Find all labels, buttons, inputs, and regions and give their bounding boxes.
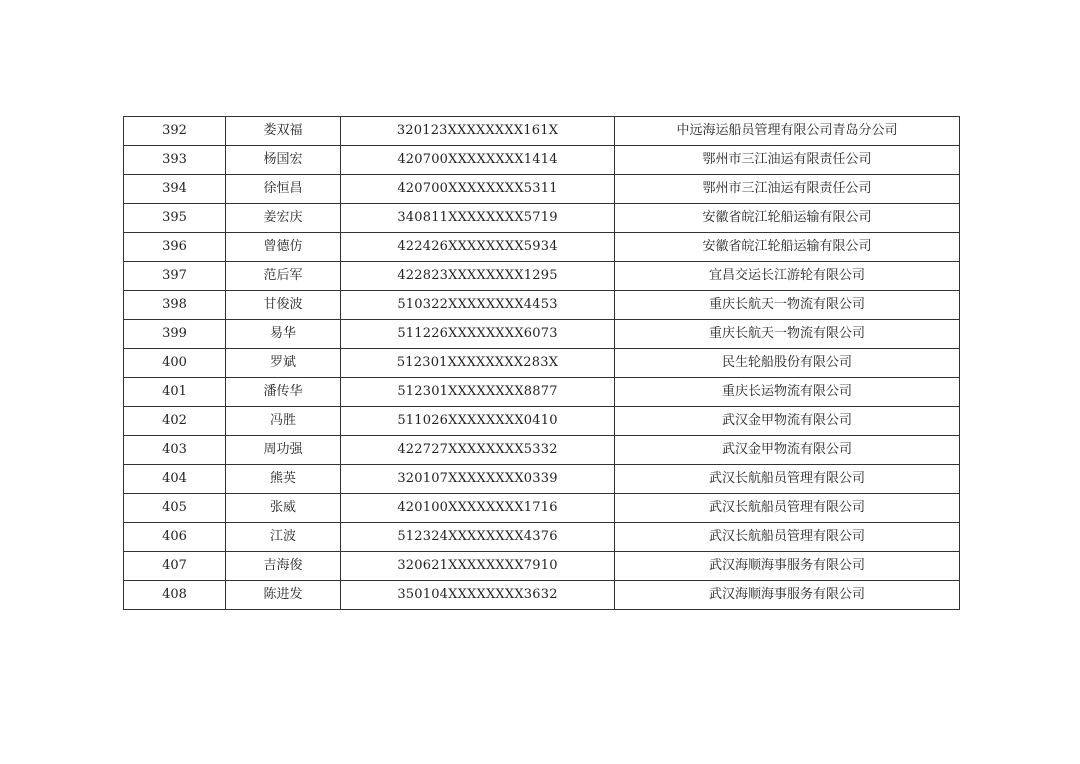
cell-company: 中远海运船员管理有限公司青岛分公司 <box>615 117 960 146</box>
cell-id-number: 422426XXXXXXXX5934 <box>341 233 615 262</box>
cell-id-number: 350104XXXXXXXX3632 <box>341 581 615 610</box>
cell-serial-number: 398 <box>124 291 226 320</box>
cell-name: 潘传华 <box>226 378 341 407</box>
cell-id-number: 420700XXXXXXXX5311 <box>341 175 615 204</box>
cell-id-number: 511226XXXXXXXX6073 <box>341 320 615 349</box>
cell-id-number: 512301XXXXXXXX283X <box>341 349 615 378</box>
cell-serial-number: 399 <box>124 320 226 349</box>
cell-name: 易华 <box>226 320 341 349</box>
table-row <box>124 523 960 552</box>
table-row <box>124 291 960 320</box>
cell-serial-number: 401 <box>124 378 226 407</box>
cell-name: 杨国宏 <box>226 146 341 175</box>
cell-id-number: 512301XXXXXXXX8877 <box>341 378 615 407</box>
cell-id-number: 510322XXXXXXXX4453 <box>341 291 615 320</box>
table-row <box>124 581 960 610</box>
cell-id-number: 420700XXXXXXXX1414 <box>341 146 615 175</box>
table-row <box>124 552 960 581</box>
table-row <box>124 117 960 146</box>
cell-name: 江波 <box>226 523 341 552</box>
cell-name: 姜宏庆 <box>226 204 341 233</box>
cell-serial-number: 400 <box>124 349 226 378</box>
cell-name: 曾德仿 <box>226 233 341 262</box>
cell-serial-number: 408 <box>124 581 226 610</box>
cell-name: 吉海俊 <box>226 552 341 581</box>
cell-name: 冯胜 <box>226 407 341 436</box>
cell-company: 武汉长航船员管理有限公司 <box>615 494 960 523</box>
cell-company: 武汉长航船员管理有限公司 <box>615 465 960 494</box>
table-row <box>124 349 960 378</box>
cell-name: 徐恒昌 <box>226 175 341 204</box>
cell-name: 周功强 <box>226 436 341 465</box>
table-row <box>124 465 960 494</box>
cell-id-number: 420100XXXXXXXX1716 <box>341 494 615 523</box>
table-row <box>124 262 960 291</box>
table-row <box>124 407 960 436</box>
table-row <box>124 378 960 407</box>
cell-serial-number: 406 <box>124 523 226 552</box>
cell-id-number: 340811XXXXXXXX5719 <box>341 204 615 233</box>
cell-company: 武汉海顺海事服务有限公司 <box>615 552 960 581</box>
cell-company: 重庆长航天一物流有限公司 <box>615 291 960 320</box>
table-row <box>124 204 960 233</box>
cell-company: 安徽省皖江轮船运输有限公司 <box>615 204 960 233</box>
table-row <box>124 320 960 349</box>
table-row <box>124 494 960 523</box>
table-row <box>124 146 960 175</box>
table-row <box>124 175 960 204</box>
cell-name: 罗斌 <box>226 349 341 378</box>
cell-serial-number: 395 <box>124 204 226 233</box>
cell-company: 武汉海顺海事服务有限公司 <box>615 581 960 610</box>
cell-company: 武汉长航船员管理有限公司 <box>615 523 960 552</box>
table-row <box>124 233 960 262</box>
roster-table <box>123 116 960 610</box>
cell-id-number: 511026XXXXXXXX0410 <box>341 407 615 436</box>
cell-serial-number: 405 <box>124 494 226 523</box>
cell-company: 鄂州市三江油运有限责任公司 <box>615 175 960 204</box>
cell-serial-number: 397 <box>124 262 226 291</box>
cell-name: 范后军 <box>226 262 341 291</box>
cell-company: 宜昌交运长江游轮有限公司 <box>615 262 960 291</box>
cell-company: 鄂州市三江油运有限责任公司 <box>615 146 960 175</box>
cell-serial-number: 392 <box>124 117 226 146</box>
cell-company: 安徽省皖江轮船运输有限公司 <box>615 233 960 262</box>
roster-table-body <box>124 117 960 610</box>
cell-name: 陈进发 <box>226 581 341 610</box>
cell-id-number: 320107XXXXXXXX0339 <box>341 465 615 494</box>
cell-company: 民生轮船股份有限公司 <box>615 349 960 378</box>
cell-id-number: 320621XXXXXXXX7910 <box>341 552 615 581</box>
cell-id-number: 422823XXXXXXXX1295 <box>341 262 615 291</box>
table-row <box>124 436 960 465</box>
cell-serial-number: 393 <box>124 146 226 175</box>
cell-name: 甘俊波 <box>226 291 341 320</box>
cell-name: 熊英 <box>226 465 341 494</box>
cell-company: 武汉金甲物流有限公司 <box>615 436 960 465</box>
cell-serial-number: 394 <box>124 175 226 204</box>
cell-serial-number: 407 <box>124 552 226 581</box>
cell-serial-number: 403 <box>124 436 226 465</box>
cell-company: 重庆长航天一物流有限公司 <box>615 320 960 349</box>
cell-serial-number: 396 <box>124 233 226 262</box>
cell-serial-number: 402 <box>124 407 226 436</box>
cell-id-number: 320123XXXXXXXX161X <box>341 117 615 146</box>
cell-name: 娄双福 <box>226 117 341 146</box>
cell-serial-number: 404 <box>124 465 226 494</box>
cell-company: 重庆长运物流有限公司 <box>615 378 960 407</box>
cell-id-number: 512324XXXXXXXX4376 <box>341 523 615 552</box>
cell-id-number: 422727XXXXXXXX5332 <box>341 436 615 465</box>
cell-company: 武汉金甲物流有限公司 <box>615 407 960 436</box>
cell-name: 张威 <box>226 494 341 523</box>
